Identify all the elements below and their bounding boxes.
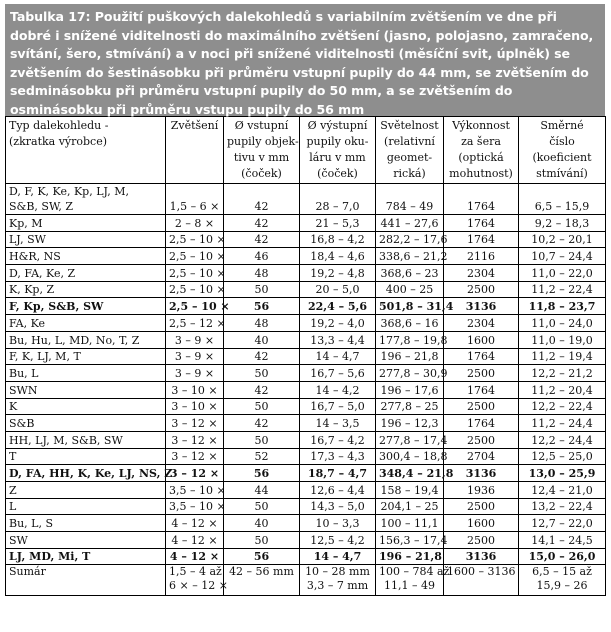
cell-luminosity: 441 – 27,6 bbox=[376, 215, 444, 232]
cell-magnification: 3 – 9 × bbox=[166, 331, 224, 348]
cell-luminosity: 196 – 17,6 bbox=[376, 381, 444, 398]
header-magnification-l1: Zvětšení bbox=[170, 119, 219, 132]
table-body bbox=[6, 184, 606, 215]
cell-exit-pupil: 28 – 7,0 bbox=[300, 184, 376, 215]
cell-type: T bbox=[6, 448, 166, 465]
cell-entrance-pupil: 56 bbox=[224, 465, 300, 482]
cell-twilight: 1764 bbox=[444, 215, 519, 232]
table-row bbox=[6, 348, 606, 365]
cell-exit-pupil: 14 – 3,5 bbox=[300, 415, 376, 432]
header-twilight-l1: Výkonnost bbox=[452, 119, 510, 132]
summary-guide-number: 6,5 – 15 až 15,9 – 26 bbox=[519, 565, 606, 596]
cell-luminosity: 196 – 21,8 bbox=[376, 548, 444, 565]
table-row bbox=[6, 184, 606, 215]
cell-guide-number: 13,0 – 25,9 bbox=[519, 465, 606, 482]
summary-luminosity: 100 – 784 až 11,1 – 49 bbox=[376, 565, 444, 596]
cell-type: D, FA, Ke, Z bbox=[6, 265, 166, 282]
cell-magnification: 2,5 – 10 × bbox=[166, 248, 224, 265]
cell-exit-pupil: 16,7 – 5,6 bbox=[300, 365, 376, 382]
table-row bbox=[6, 331, 606, 348]
cell-twilight: 1600 bbox=[444, 515, 519, 532]
cell-twilight: 1764 bbox=[444, 415, 519, 432]
cell-entrance-pupil: 56 bbox=[224, 298, 300, 315]
cell-magnification: 3,5 – 10 × bbox=[166, 498, 224, 515]
cell-luminosity: 196 – 21,8 bbox=[376, 348, 444, 365]
table-rows bbox=[6, 215, 606, 565]
cell-type: K bbox=[6, 398, 166, 415]
table-row bbox=[6, 532, 606, 549]
cell-entrance-pupil: 50 bbox=[224, 498, 300, 515]
cell-luminosity: 368,6 – 23 bbox=[376, 265, 444, 282]
cell-guide-number: 12,7 – 22,0 bbox=[519, 515, 606, 532]
cell-entrance-pupil: 42 bbox=[224, 215, 300, 232]
table-row bbox=[6, 365, 606, 382]
cell-guide-number: 12,2 – 21,2 bbox=[519, 365, 606, 382]
cell-magnification: 2,5 – 10 × bbox=[166, 265, 224, 282]
cell-exit-pupil: 21 – 5,3 bbox=[300, 215, 376, 232]
cell-entrance-pupil: 42 bbox=[224, 348, 300, 365]
table-row bbox=[6, 248, 606, 265]
cell-exit-pupil: 18,7 – 4,7 bbox=[300, 465, 376, 482]
summary-twilight: 1600 – 3136 bbox=[444, 565, 519, 596]
cell-type: L bbox=[6, 498, 166, 515]
cell-guide-number: 12,2 – 24,4 bbox=[519, 431, 606, 448]
cell-twilight: 1764 bbox=[444, 231, 519, 248]
cell-twilight: 1600 bbox=[444, 331, 519, 348]
table-row bbox=[6, 465, 606, 482]
cell-type: K, Kp, Z bbox=[6, 281, 166, 298]
cell-luminosity: 501,8 – 31,4 bbox=[376, 298, 444, 315]
cell-magnification: 2,5 – 10 × bbox=[166, 281, 224, 298]
cell-type: LJ, SW bbox=[6, 231, 166, 248]
cell-entrance-pupil: 48 bbox=[224, 315, 300, 332]
cell-type: Z bbox=[6, 482, 166, 499]
cell-guide-number: 11,0 – 24,0 bbox=[519, 315, 606, 332]
cell-twilight: 2116 bbox=[444, 248, 519, 265]
header-exit-pupil-l3: láru v mm bbox=[309, 151, 366, 164]
cell-entrance-pupil: 40 bbox=[224, 331, 300, 348]
cell-entrance-pupil: 42 bbox=[224, 184, 300, 215]
cell-guide-number: 9,2 – 18,3 bbox=[519, 215, 606, 232]
cell-entrance-pupil: 50 bbox=[224, 398, 300, 415]
header-guide-l3: (koeficient bbox=[532, 151, 592, 164]
cell-exit-pupil: 18,4 – 4,6 bbox=[300, 248, 376, 265]
cell-magnification: 3 – 12 × bbox=[166, 415, 224, 432]
cell-luminosity: 158 – 19,4 bbox=[376, 482, 444, 499]
cell-guide-number: 12,2 – 22,4 bbox=[519, 398, 606, 415]
header-exit-pupil-l2: pupily oku- bbox=[306, 135, 369, 148]
cell-guide-number: 12,5 – 25,0 bbox=[519, 448, 606, 465]
header-entrance-pupil-l3: tivu v mm bbox=[233, 151, 290, 164]
cell-twilight: 3136 bbox=[444, 465, 519, 482]
cell-guide-number: 10,2 – 20,1 bbox=[519, 231, 606, 248]
cell-type: D, FA, HH, K, Ke, LJ, NS, Z bbox=[6, 465, 166, 482]
cell-entrance-pupil: 56 bbox=[224, 548, 300, 565]
cell-entrance-pupil: 44 bbox=[224, 482, 300, 499]
cell-type: Bu, Hu, L, MD, No, T, Z bbox=[6, 331, 166, 348]
cell-twilight: 1764 bbox=[444, 381, 519, 398]
cell-twilight: 2304 bbox=[444, 315, 519, 332]
cell-exit-pupil: 22,4 – 5,6 bbox=[300, 298, 376, 315]
cell-twilight: 2304 bbox=[444, 265, 519, 282]
header-type-l2: (zkratka výrobce) bbox=[9, 135, 108, 148]
cell-twilight: 2704 bbox=[444, 448, 519, 465]
cell-twilight: 2500 bbox=[444, 431, 519, 448]
summary-label: Sumár bbox=[6, 565, 166, 596]
cell-magnification: 2,5 – 10 × bbox=[166, 298, 224, 315]
cell-twilight: 2500 bbox=[444, 365, 519, 382]
header-type-l1: Typ dalekohledu - bbox=[9, 119, 109, 132]
summary-exit-pupil: 10 – 28 mm 3,3 – 7 mm bbox=[300, 565, 376, 596]
cell-guide-number: 11,8 – 23,7 bbox=[519, 298, 606, 315]
header-luminosity-l2: (relativní bbox=[384, 135, 435, 148]
cell-magnification: 3 – 10 × bbox=[166, 381, 224, 398]
cell-exit-pupil: 14 – 4,7 bbox=[300, 348, 376, 365]
cell-twilight: 2500 bbox=[444, 532, 519, 549]
cell-magnification: 3 – 9 × bbox=[166, 365, 224, 382]
cell-entrance-pupil: 50 bbox=[224, 365, 300, 382]
cell-type: FA, Ke bbox=[6, 315, 166, 332]
cell-luminosity: 300,4 – 18,8 bbox=[376, 448, 444, 465]
summary-magnification: 1,5 – 4 až 6 × – 12 × bbox=[166, 565, 224, 596]
cell-luminosity: 196 – 12,3 bbox=[376, 415, 444, 432]
header-guide-number bbox=[519, 117, 606, 184]
cell-guide-number: 11,0 – 22,0 bbox=[519, 265, 606, 282]
cell-entrance-pupil: 52 bbox=[224, 448, 300, 465]
table-row bbox=[6, 265, 606, 282]
cell-type: F, Kp, S&B, SW bbox=[6, 298, 166, 315]
cell-entrance-pupil: 40 bbox=[224, 515, 300, 532]
cell-magnification: 3 – 10 × bbox=[166, 398, 224, 415]
cell-entrance-pupil: 42 bbox=[224, 231, 300, 248]
cell-magnification: 3 – 9 × bbox=[166, 348, 224, 365]
header-twilight-l3: (optická bbox=[458, 151, 504, 164]
cell-exit-pupil: 14 – 4,2 bbox=[300, 381, 376, 398]
table-row bbox=[6, 415, 606, 432]
table-row bbox=[6, 381, 606, 398]
cell-exit-pupil: 20 – 5,0 bbox=[300, 281, 376, 298]
table-row bbox=[6, 215, 606, 232]
cell-guide-number: 11,0 – 19,0 bbox=[519, 331, 606, 348]
header-type bbox=[6, 117, 166, 184]
cell-magnification: 4 – 12 × bbox=[166, 515, 224, 532]
table-row bbox=[6, 548, 606, 565]
cell-type: LJ, MD, Mi, T bbox=[6, 548, 166, 565]
header-row bbox=[6, 117, 606, 184]
table-row bbox=[6, 515, 606, 532]
cell-type: SW bbox=[6, 532, 166, 549]
table-page bbox=[5, 4, 605, 596]
cell-exit-pupil: 12,6 – 4,4 bbox=[300, 482, 376, 499]
table-row bbox=[6, 315, 606, 332]
header-entrance-pupil-l2: pupily objek- bbox=[227, 135, 299, 148]
cell-exit-pupil: 16,8 – 4,2 bbox=[300, 231, 376, 248]
cell-magnification: 3 – 12 × bbox=[166, 431, 224, 448]
cell-luminosity: 784 – 49 bbox=[376, 184, 444, 215]
header-luminosity-l1: Světelnost bbox=[380, 119, 439, 132]
table-row bbox=[6, 498, 606, 515]
header-exit-pupil bbox=[300, 117, 376, 184]
cell-magnification: 3 – 12 × bbox=[166, 448, 224, 465]
cell-twilight: 3136 bbox=[444, 298, 519, 315]
cell-guide-number: 6,5 – 15,9 bbox=[519, 184, 606, 215]
table-row bbox=[6, 431, 606, 448]
table-row bbox=[6, 281, 606, 298]
cell-exit-pupil: 19,2 – 4,0 bbox=[300, 315, 376, 332]
header-entrance-pupil bbox=[224, 117, 300, 184]
cell-exit-pupil: 16,7 – 5,0 bbox=[300, 398, 376, 415]
cell-exit-pupil: 16,7 – 4,2 bbox=[300, 431, 376, 448]
cell-magnification: 3,5 – 10 × bbox=[166, 482, 224, 499]
header-luminosity bbox=[376, 117, 444, 184]
cell-exit-pupil: 12,5 – 4,2 bbox=[300, 532, 376, 549]
cell-magnification: 2 – 8 × bbox=[166, 215, 224, 232]
cell-luminosity: 348,4 – 21,8 bbox=[376, 465, 444, 482]
cell-guide-number: 12,4 – 21,0 bbox=[519, 482, 606, 499]
summary-entrance-pupil: 42 – 56 mm bbox=[224, 565, 300, 596]
cell-luminosity: 204,1 – 25 bbox=[376, 498, 444, 515]
cell-type: S&B bbox=[6, 415, 166, 432]
table-row bbox=[6, 298, 606, 315]
cell-type: SWN bbox=[6, 381, 166, 398]
cell-twilight: 2500 bbox=[444, 498, 519, 515]
cell-guide-number: 11,2 – 19,4 bbox=[519, 348, 606, 365]
cell-entrance-pupil: 46 bbox=[224, 248, 300, 265]
cell-luminosity: 277,8 – 30,9 bbox=[376, 365, 444, 382]
cell-type: F, K, LJ, M, T bbox=[6, 348, 166, 365]
cell-exit-pupil: 19,2 – 4,8 bbox=[300, 265, 376, 282]
cell-magnification: 4 – 12 × bbox=[166, 548, 224, 565]
header-twilight-performance bbox=[444, 117, 519, 184]
table-row bbox=[6, 231, 606, 248]
cell-luminosity: 277,8 – 17,4 bbox=[376, 431, 444, 448]
cell-luminosity: 277,8 – 25 bbox=[376, 398, 444, 415]
cell-twilight: 1764 bbox=[444, 184, 519, 215]
cell-guide-number: 11,2 – 20,4 bbox=[519, 381, 606, 398]
cell-entrance-pupil: 42 bbox=[224, 415, 300, 432]
cell-type: H&R, NS bbox=[6, 248, 166, 265]
cell-luminosity: 368,6 – 16 bbox=[376, 315, 444, 332]
cell-type: Bu, L, S bbox=[6, 515, 166, 532]
cell-guide-number: 13,2 – 22,4 bbox=[519, 498, 606, 515]
cell-entrance-pupil: 50 bbox=[224, 431, 300, 448]
header-entrance-pupil-l4: (čoček) bbox=[241, 167, 282, 180]
cell-magnification: 3 – 12 × bbox=[166, 465, 224, 482]
cell-twilight: 1936 bbox=[444, 482, 519, 499]
cell-luminosity: 177,8 – 19,8 bbox=[376, 331, 444, 348]
summary-body bbox=[6, 565, 606, 596]
cell-guide-number: 11,2 – 24,4 bbox=[519, 415, 606, 432]
cell-twilight: 2500 bbox=[444, 281, 519, 298]
cell-entrance-pupil: 50 bbox=[224, 281, 300, 298]
cell-exit-pupil: 14,3 – 5,0 bbox=[300, 498, 376, 515]
header-guide-l4: stmívání) bbox=[536, 167, 588, 180]
header-guide-l1: Směrné bbox=[540, 119, 584, 132]
cell-type: D, F, K, Ke, Kp, LJ, M, S&B, SW, Z bbox=[6, 184, 166, 215]
header-guide-l2: číslo bbox=[549, 135, 575, 148]
table-caption: Tabulka 17: Použití puškových dalekohledů s variabilním zvětšením ve dne při dobré i snížené viditelnosti do maximálního zvětšení (jasno, polojasno, zamračeno, svítání, šero, stmívání) a v noci při snížené viditelnosti (měsíční svit, úplněk) se zvětšením do šestinásobku při průměru vstupní pupily do 44 mm, se zvětšením do sedminásobku při průměru vstupní pupily do 50 mm, a se zvětšením do osminásobku při průměru vstupu pupily do 56 mm bbox=[5, 4, 605, 116]
cell-exit-pupil: 10 – 3,3 bbox=[300, 515, 376, 532]
header-magnification bbox=[166, 117, 224, 184]
cell-guide-number: 14,1 – 24,5 bbox=[519, 532, 606, 549]
cell-guide-number: 15,0 – 26,0 bbox=[519, 548, 606, 565]
cell-guide-number: 10,7 – 24,4 bbox=[519, 248, 606, 265]
cell-twilight: 3136 bbox=[444, 548, 519, 565]
cell-magnification: 4 – 12 × bbox=[166, 532, 224, 549]
header-luminosity-l3: geomet- bbox=[386, 151, 433, 164]
cell-luminosity: 282,2 – 17,6 bbox=[376, 231, 444, 248]
cell-exit-pupil: 13,3 – 4,4 bbox=[300, 331, 376, 348]
cell-magnification: 1,5 – 6 × bbox=[166, 184, 224, 215]
cell-type: Kp, M bbox=[6, 215, 166, 232]
cell-luminosity: 400 – 25 bbox=[376, 281, 444, 298]
cell-luminosity: 156,3 – 17,4 bbox=[376, 532, 444, 549]
cell-twilight: 2500 bbox=[444, 398, 519, 415]
cell-exit-pupil: 14 – 4,7 bbox=[300, 548, 376, 565]
cell-exit-pupil: 17,3 – 4,3 bbox=[300, 448, 376, 465]
cell-magnification: 2,5 – 12 × bbox=[166, 315, 224, 332]
cell-luminosity: 100 – 11,1 bbox=[376, 515, 444, 532]
cell-entrance-pupil: 42 bbox=[224, 381, 300, 398]
rifle-scope-table bbox=[5, 116, 606, 596]
table-row bbox=[6, 398, 606, 415]
header-luminosity-l4: rická) bbox=[393, 167, 426, 180]
cell-magnification: 2,5 – 10 × bbox=[166, 231, 224, 248]
cell-entrance-pupil: 50 bbox=[224, 532, 300, 549]
header-exit-pupil-l1: Ø výstupní bbox=[307, 119, 368, 132]
cell-luminosity: 338,6 – 21,2 bbox=[376, 248, 444, 265]
cell-twilight: 1764 bbox=[444, 348, 519, 365]
cell-entrance-pupil: 48 bbox=[224, 265, 300, 282]
cell-type: Bu, L bbox=[6, 365, 166, 382]
header-twilight-l2: za šera bbox=[461, 135, 501, 148]
cell-type: HH, LJ, M, S&B, SW bbox=[6, 431, 166, 448]
header-entrance-pupil-l1: Ø vstupní bbox=[234, 119, 289, 132]
table-row bbox=[6, 482, 606, 499]
header-twilight-l4: mohutnost) bbox=[449, 167, 513, 180]
cell-guide-number: 11,2 – 22,4 bbox=[519, 281, 606, 298]
header-exit-pupil-l4: (čoček) bbox=[317, 167, 358, 180]
summary-row bbox=[6, 565, 606, 596]
table-row bbox=[6, 448, 606, 465]
